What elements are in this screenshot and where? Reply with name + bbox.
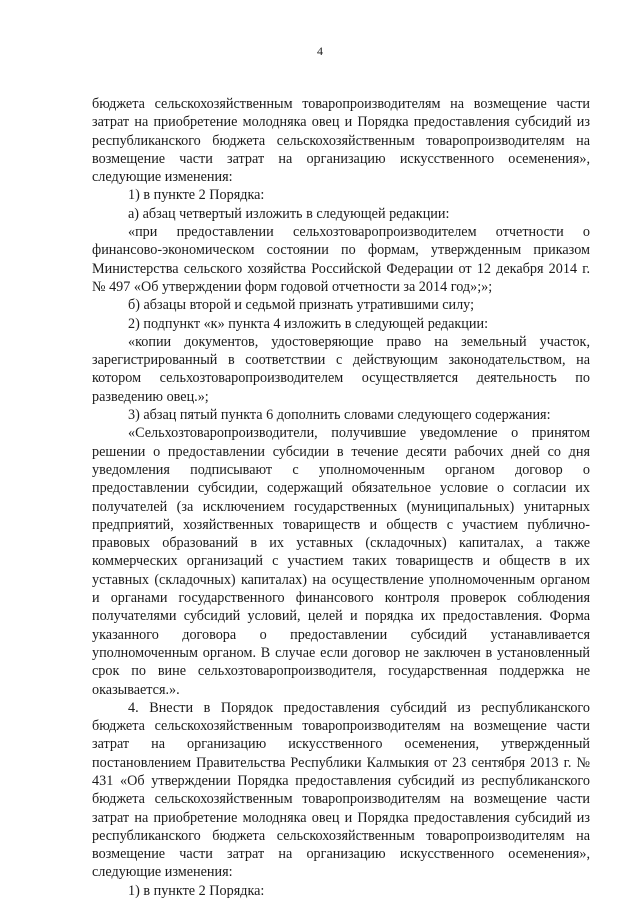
document-body bbox=[92, 95, 590, 900]
paragraph-1: бюджета сельскохозяйственным товаропроизводителям на возмещение части затрат на приобретение молодняка овец и Порядка предоставления субсидий из республиканского бюджета сельскохозяйственным товаропроизводителям на возмещение части затрат на организацию искусственного осеменения», следующие изменения: bbox=[92, 96, 590, 186]
paragraph-4: «при предоставлении сельхозтоваропроизводителем отчетности о финансово-экономическом состоянии по формам, утвержденным приказом Министерства сельского хозяйства Российской Федерации от 12 декабря 2014 г. № 497 «Об утверждении форм годовой отчетности за 2014 год»;»; bbox=[92, 224, 590, 295]
paragraph-5: б) абзацы второй и седьмой признать утратившими силу; bbox=[128, 297, 475, 314]
paragraph-6: 2) подпункт «к» пункта 4 изложить в следующей редакции: bbox=[128, 315, 489, 332]
paragraph-9: «Сельхозтоваропроизводители, получившие уведомление о принятом решении о предоставлении субсидии в течение десяти рабочих дней со дня уведомления подписывают с уполномоченным органом договор о предоставлении субсидии, содержащий обязательное условие о согласии их получателей (за исключением государственных (муниципальных) унитарных предприятий, хозяйственных товариществ и обществ с участием публично-правовых образований в их уставных (складочных) капиталах, а также коммерческих организаций с участием таких товариществ и обществ в их уставных (складочных) капиталах) на осуществление уполномоченным органом и органами государственного финансового контроля проверок соблюдения получателями субсидий условий, целей и порядка их предоставления. Форма указанного договора о предоставлении субсидий устанавливается уполномоченным органом. В случае если договор не заключен в установленный срок по вине сельхозтоваропроизводителя, государственная поддержка не оказывается.». bbox=[92, 425, 590, 698]
paragraph-3: а) абзац четвертый изложить в следующей редакции: bbox=[128, 205, 450, 222]
paragraph-8: 3) абзац пятый пункта 6 дополнить словами следующего содержания: bbox=[128, 407, 551, 424]
paragraph-11: 1) в пункте 2 Порядка: bbox=[128, 882, 265, 899]
page-number: 4 bbox=[317, 44, 323, 58]
paragraph-10: 4. Внести в Порядок предоставления субсидий из республиканского бюджета сельскохозяйственным товаропроизводителям на возмещение части затрат на организацию искусственного осеменения, утвержденный постановлением Правительства Республики Калмыкия от 23 сентября 2013 г. № 431 «Об утверждении Порядка предоставления субсидий из республиканского бюджета сельскохозяйственным товаропроизводителям на возмещение части затрат на приобретение молодняка овец и Порядка предоставления субсидий из республиканского бюджета сельскохозяйственным товаропроизводителям на возмещение части затрат на организацию искусственного осеменения», следующие изменения: bbox=[92, 699, 590, 881]
paragraph-7: «копии документов, удостоверяющие право на земельный участок, зарегистрированный в соответствии с действующим законодательством, на котором сельхозтоваропроизводителем осуществляется деятельность по разведению овец.»; bbox=[92, 333, 590, 405]
paragraph-2: 1) в пункте 2 Порядка: bbox=[128, 187, 265, 204]
